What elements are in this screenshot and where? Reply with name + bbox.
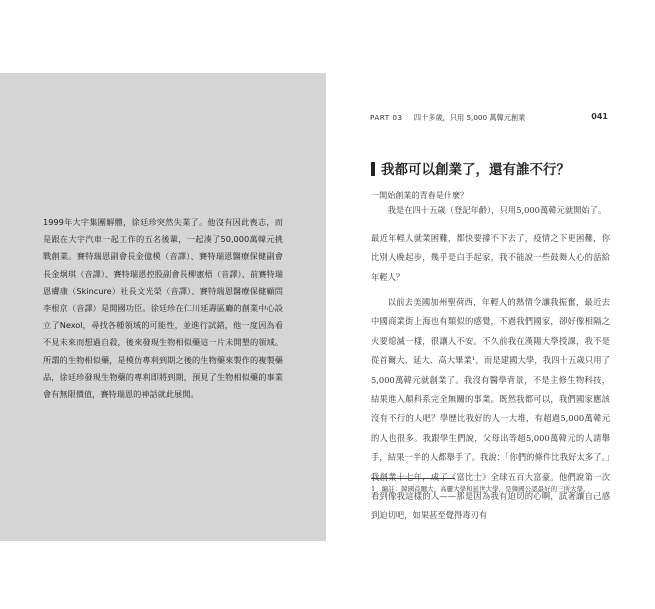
quote-text: 我是在四十五歲（登記年齡），只用5,000萬韓元就開始了。	[387, 205, 607, 215]
left-page-text	[43, 214, 283, 403]
footnote	[371, 484, 616, 493]
part-label: PART 03	[370, 113, 403, 122]
paragraph-1-text: 最近年輕人就業困難，都快要撐不下去了，疫情之下更困難，你比別人晚起步，幾乎是白手起家，我不能說一些鼓舞人心的話給年輕人？	[371, 233, 610, 282]
chapter-title: 四十多歲，只用 5,000 萬韓元創業	[413, 113, 526, 122]
quote	[371, 202, 610, 218]
footnote-divider	[371, 478, 455, 479]
paragraph-1	[371, 229, 610, 287]
footnote-text: 1 編註：韓國首爾大、高麗大學和延世大學，是韓國公認最好的三所大學。	[371, 485, 590, 493]
section-title-text: 我都可以創業了，還有誰不行？	[381, 162, 570, 178]
left-paragraph: 1999年大宇集團解體，徐廷珍突然失業了。他沒有因此喪志，而是跟在大宇汽車一起工作的五名後輩，一起湊了50,000萬韓元挑戰創業。賽特瑞恩副會長金億模（音譯）、賽特瑞恩醫療保健副會長金炯琪（音譯）、賽特瑞恩控股副會長柳憲梧（音譯）、前賽特瑞恩膚康（Skincure）社長文光榮（音譯）、賽特瑞恩醫療保健顧問李根京（音譯）是開國功臣。徐廷珍在仁川延壽區廳的創業中心設立了Nexol，尋找各種領域的可能性，並進行試錯，他一度因為看不見未來而想過自殺，後來發現生物相似藥這一片未開墾的領域。所謂的生物相似藥，是模仿專利到期之後的生物藥來製作的複製藥品，徐廷珍發現生物藥的專利即將到期，預見了生物相似藥的事業會有無限價值，賽特瑞恩的神話就此展開。	[43, 217, 283, 400]
subheading-text: 一開始創業的青春是什麼？	[371, 190, 469, 200]
title-bar-icon	[371, 162, 375, 176]
running-header	[370, 113, 608, 123]
page-number: 041	[591, 112, 608, 121]
paragraph-2-text: 以前去美國加州聖荷西，年輕人的熱情令讓我振奮，最近去中國商業街上海也有類似的感覺，不過我們國家，卻好像相隔之火要熄滅一樣，很讓人不安。不久前我在漢陽大學授課，我不是從首爾大、延大、高大畢業¹，而是建國大學，我四十五歲只用了5,000萬韓元就創業了。我沒有醫學背景，不是主修生物科技，結果進入顛科系完全無關的事業。既然我都可以，我們國家應該沒有不行的人吧？學歷比我好的人一大堆，有超過5,000萬韓元的人也很多。我跟學生們說，父母出等超5,000萬韓元的人請舉手，結果一半的人都舉手了。我說：「你們的條件比我好太多了。」我創業十七年，成了《富比士》全球五百大富豪。他們說第一次看到像我這樣的人——那是因為我有迫切的心啊，試著讓自己感到迫切吧，如果甚至覺得毒刃有	[371, 297, 610, 521]
section-title	[371, 158, 621, 178]
subheading	[371, 188, 610, 203]
